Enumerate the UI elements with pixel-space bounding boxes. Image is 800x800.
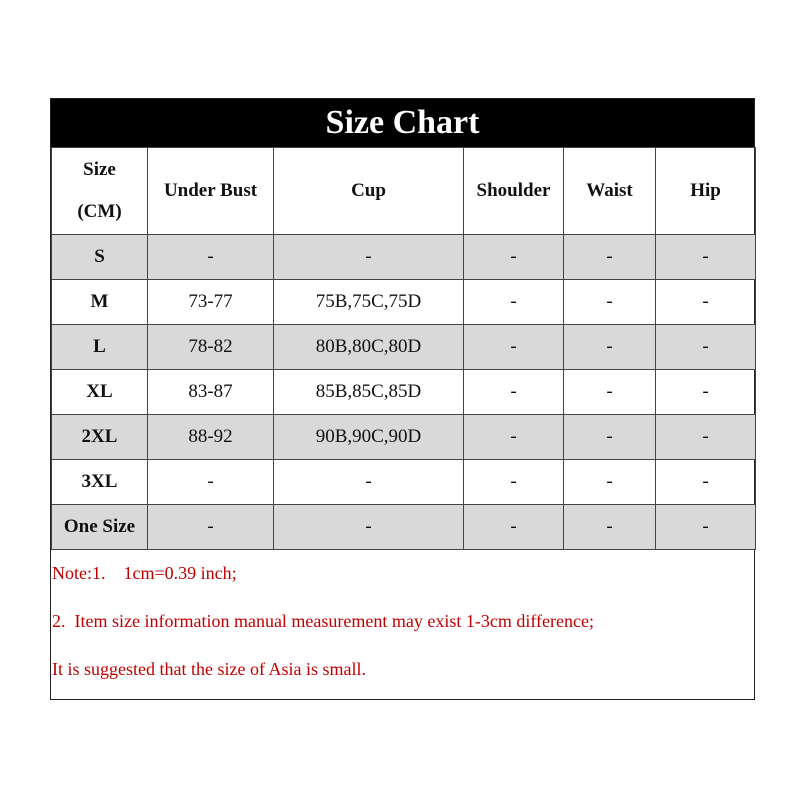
hip-cell: - [656,325,756,370]
under-bust-cell: 83-87 [148,370,274,415]
hip-cell: - [656,280,756,325]
header-size [52,148,148,235]
under-bust-cell: - [148,235,274,280]
shoulder-cell: - [464,505,564,550]
hip-cell: - [656,370,756,415]
under-bust-cell: - [148,505,274,550]
table-row [52,460,756,505]
header-hip: Hip [656,148,756,235]
size-cell: 2XL [52,415,148,460]
cup-cell: 85B,85C,85D [274,370,464,415]
cup-cell: 90B,90C,90D [274,415,464,460]
size-cell: S [52,235,148,280]
hip-cell: - [656,415,756,460]
cup-cell: - [274,505,464,550]
table-row [52,280,756,325]
header-size-label: Size [83,159,116,180]
cup-cell: - [274,235,464,280]
under-bust-cell: - [148,460,274,505]
shoulder-cell: - [464,325,564,370]
table-row [52,235,756,280]
shoulder-cell: - [464,415,564,460]
table-row [52,370,756,415]
header-row [52,148,756,235]
size-cell: XL [52,370,148,415]
waist-cell: - [564,460,656,505]
under-bust-cell: 78-82 [148,325,274,370]
header-shoulder: Shoulder [464,148,564,235]
hip-cell: - [656,460,756,505]
note-line: 2. Item size information manual measurement may exist 1-3cm difference; [52,611,594,631]
size-chart [50,98,755,700]
size-cell: One Size [52,505,148,550]
cup-cell: 80B,80C,80D [274,325,464,370]
waist-cell: - [564,235,656,280]
note-line: Note:1. 1cm=0.39 inch; [52,563,237,583]
cup-cell: - [274,460,464,505]
size-cell: L [52,325,148,370]
under-bust-cell: 88-92 [148,415,274,460]
waist-cell: - [564,280,656,325]
chart-title: Size Chart [51,99,754,147]
shoulder-cell: - [464,460,564,505]
header-under-bust: Under Bust [148,148,274,235]
shoulder-cell: - [464,235,564,280]
table-row [52,325,756,370]
table-row [52,505,756,550]
waist-cell: - [564,370,656,415]
table-row [52,415,756,460]
note-line: It is suggested that the size of Asia is small. [52,659,366,679]
shoulder-cell: - [464,280,564,325]
size-cell: M [52,280,148,325]
header-size-unit: (CM) [77,201,122,222]
size-cell: 3XL [52,460,148,505]
shoulder-cell: - [464,370,564,415]
under-bust-cell: 73-77 [148,280,274,325]
hip-cell: - [656,235,756,280]
cup-cell: 75B,75C,75D [274,280,464,325]
notes-section [51,550,754,694]
waist-cell: - [564,325,656,370]
hip-cell: - [656,505,756,550]
waist-cell: - [564,505,656,550]
size-table [51,147,756,550]
header-waist: Waist [564,148,656,235]
waist-cell: - [564,415,656,460]
header-cup: Cup [274,148,464,235]
